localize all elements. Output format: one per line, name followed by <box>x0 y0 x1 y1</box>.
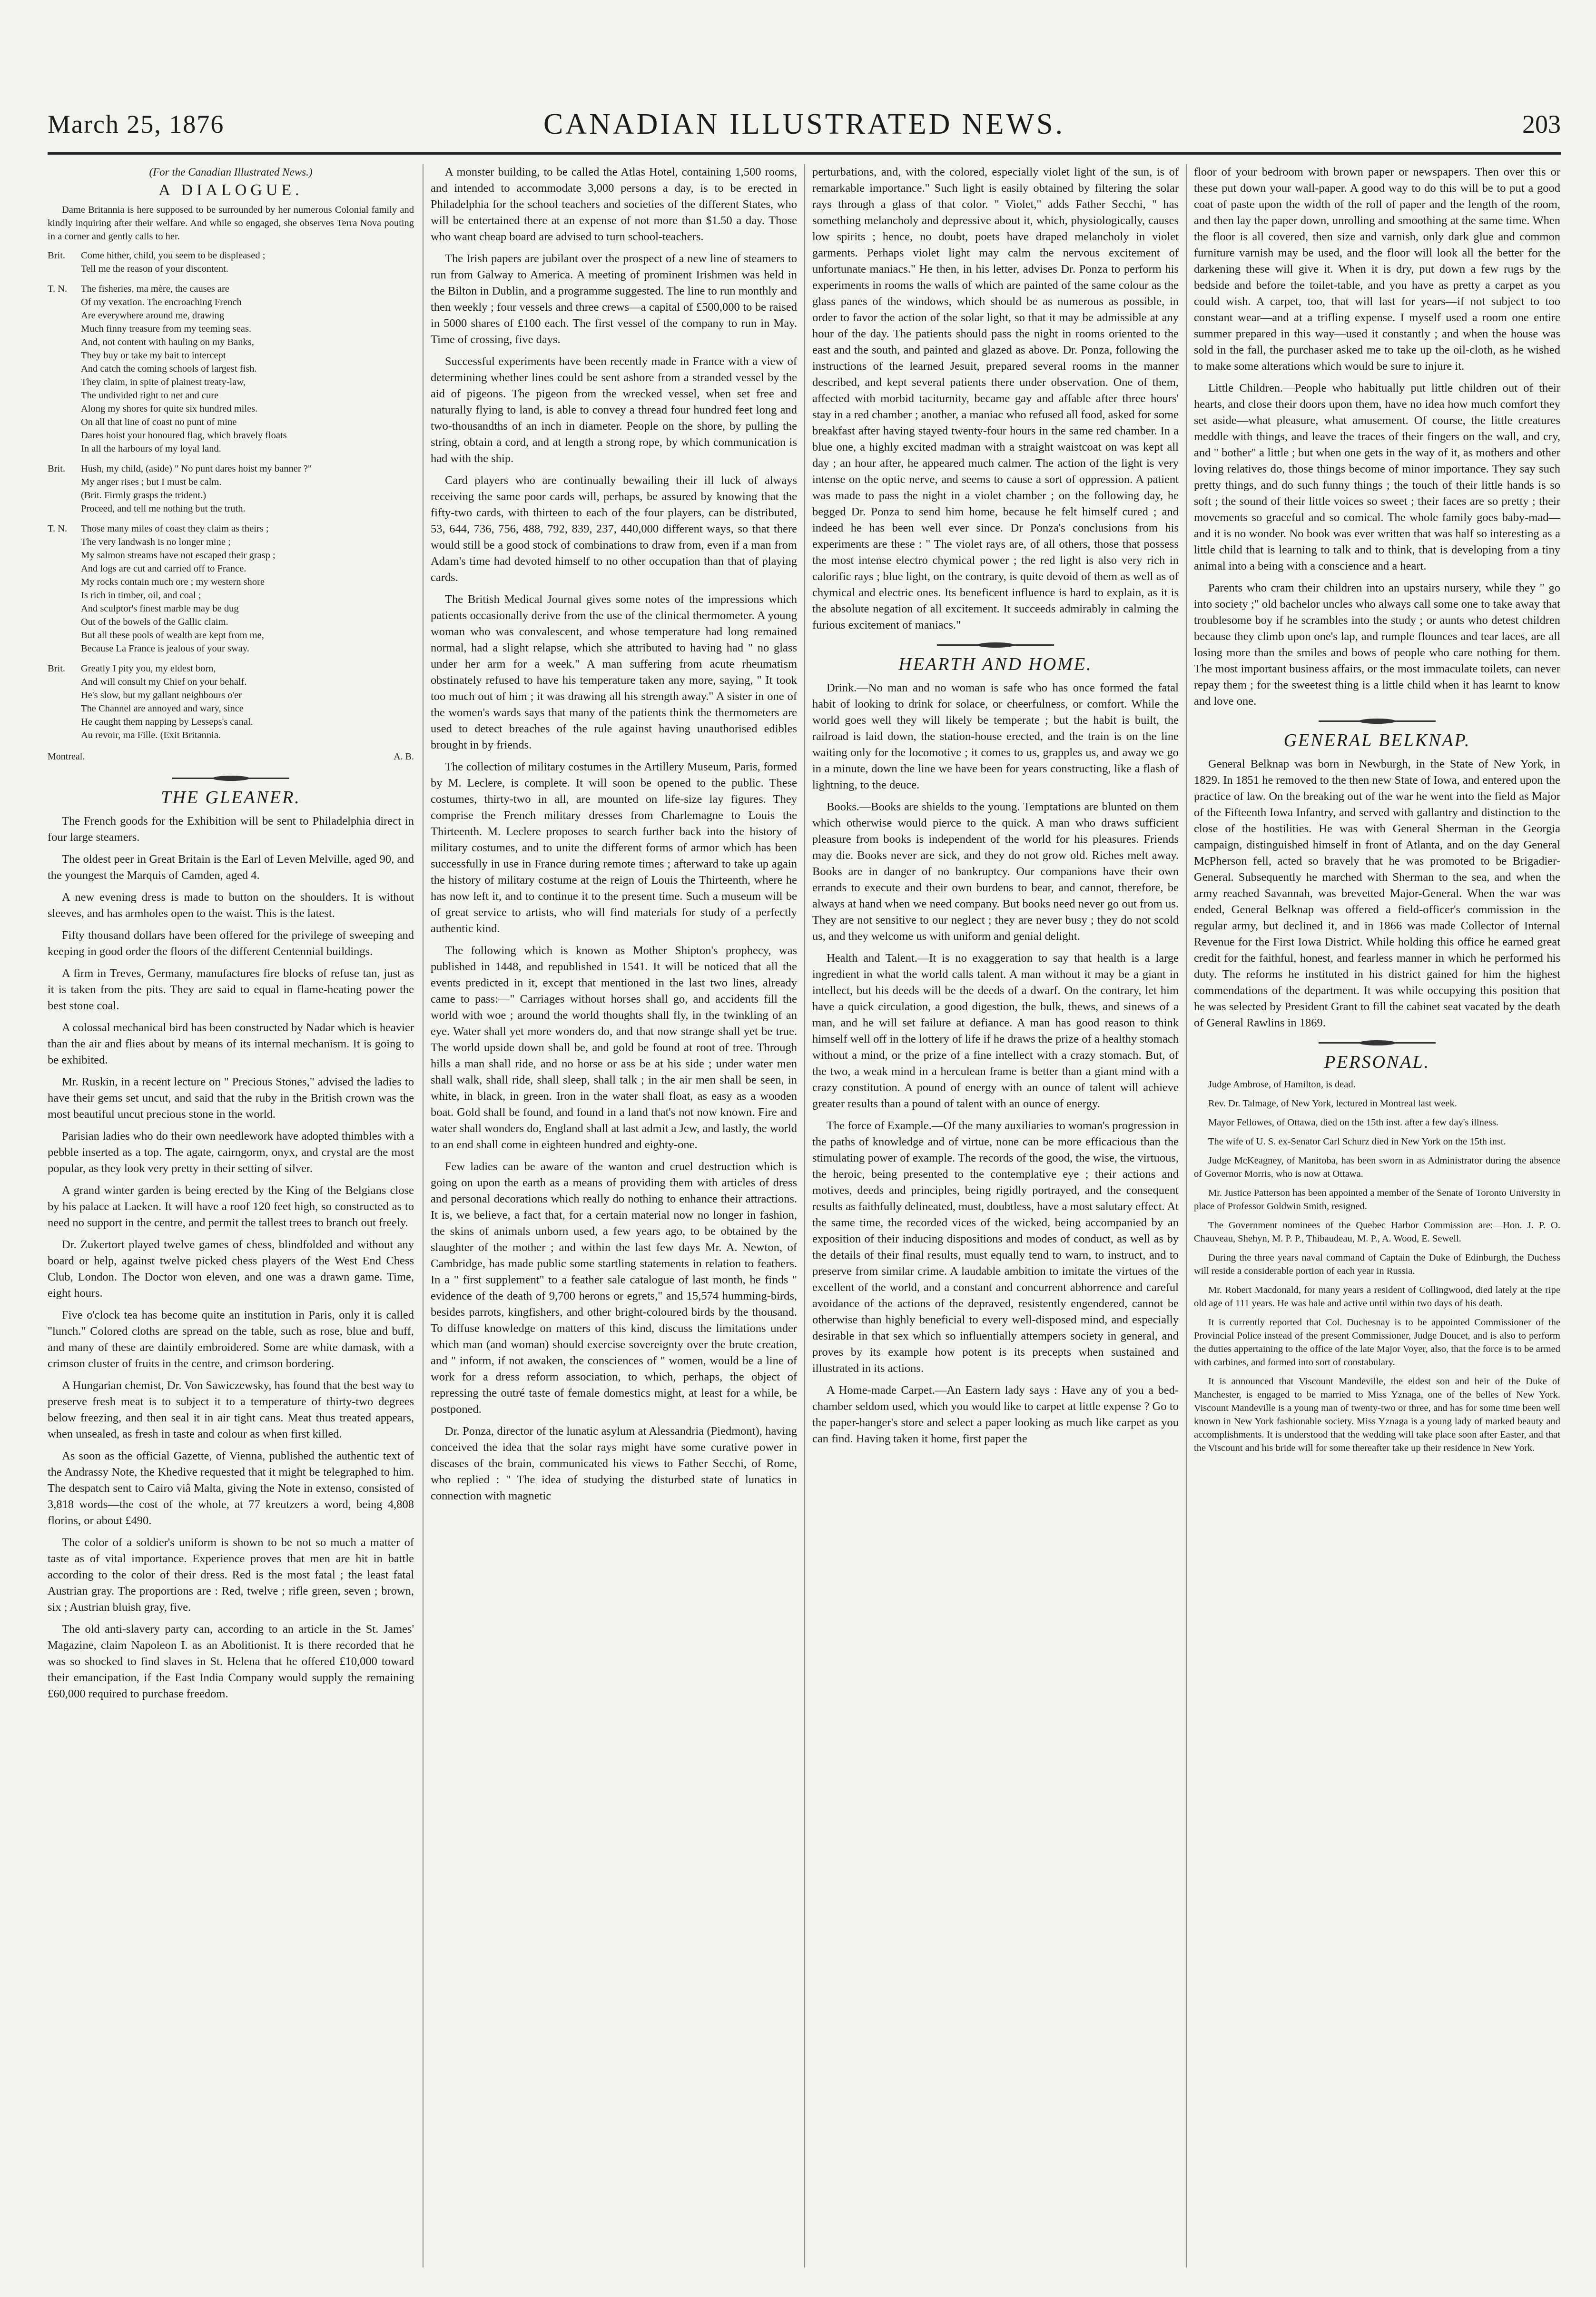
article-paragraph: The British Medical Journal gives some notes of the impressions which patients occasionally derive from the use of the clinical thermometer. A young woman who was convalescent, and whose temperature had long remained normal, had a slight relapse, which she attributed to having had " no glass under her arm for a week." A man suffering from acute rheumatism obstinately refused to have his temperature taken any more, saying, " It took too much out of him ; it was drawing all his strength away." A sister in one of the women's wards says that many of the patients think the thermometers are used to detect breaches of the rule against having unauthorised edibles brought in by friends. <box>431 593 797 751</box>
column-2 <box>431 164 797 2267</box>
gleaner-item: The French goods for the Exhibition will be sent to Philadelphia direct in four large steamers. <box>48 815 414 844</box>
signature-initials: A. B. <box>394 751 414 762</box>
section-divider <box>48 773 414 783</box>
issue-date: March 25, 1876 <box>48 110 225 138</box>
article-paragraph: Card players who are continually bewailing their ill luck of always receiving the same poor cards will, perhaps, be assured by knowing that the fifty-two cards, with thirteen to each of the four players, can be distributed, 53, 644, 736, 756, 488, 792, 839, 237, 440,000 different ways, so that there would still be a good stock of combinations to draw from, even if a man from Adam's time had devoted himself to no other occupation than that of playing cards. <box>431 474 797 584</box>
personal-item: The Government nominees of the Quebec Harbor Commission are:—Hon. J. P. O. Chauveau, Shehyn, M. P. P., Thibaudeau, M. P., A. Wood, E. Sewell. <box>1194 1220 1560 1244</box>
article-paragraph: Dr. Ponza, director of the lunatic asylum at Alessandria (Piedmont), having conceived the idea that the solar rays might have some curative power in diseases of the brain, communicated his views to Father Secchi, of Rome, who replied : " The idea of studying the disturbed state of lunatics in connection with magnetic <box>431 1425 797 1502</box>
gleaner-item: The oldest peer in Great Britain is the Earl of Leven Melville, aged 90, and the youngest the Marquis of Camden, aged 4. <box>48 853 414 882</box>
dialogue-intro: Dame Britannia is here supposed to be surrounded by her numerous Colonial family and kindly inquiring after their welfare. And while so engaged, she observes Terra Nova pouting in a corner and gently calls to her. <box>48 205 414 242</box>
speaker: Brit. <box>48 663 66 674</box>
dialogue-stanza <box>48 249 414 276</box>
hearth-item: Health and Talent.—It is no exaggeration to say that health is a large ingredient in what the world calls talent. A man without it may be a giant in intellect, but his deeds will be the deeds of a dwarf. On the contrary, let him have a quick circulation, a good digestion, the bulk, thews, and sinews of a man, and he will set failure at defiance. A man has good reason to think himself well off in the lottery of life if he draws the prize of a healthy stomach without a mind, or the prize of a fine intellect with a crazy stomach. But, of the two, a weak mind in a herculean frame is better than a giant mind with a crazy constitution. A pound of energy with an ounce of talent will achieve greater results than a pound of talent with an ounce of energy. <box>812 952 1179 1110</box>
gleaner-item: Five o'clock tea has become quite an institution in Paris, only it is called "lunch." Colored cloths are spread on the table, such as rose, blue and buff, and many of these are daintily embroidered. Some are white damask, with a crimson cluster of fruits in the centre, and crimson bordering. <box>48 1309 414 1370</box>
article-paragraph: floor of your bedroom with brown paper or newspapers. Then over this or these put down your wall-paper. A good way to do this will be to put a good coat of paste upon the width of the roll of paper and the length of the room, and then lay the paper down, unrolling and smoothing at the same time. When the floor is all covered, then size and varnish, only dark glue and common furniture varnish may be used, and the floor will look all the better for the darkening these will give it. When it is dry, put down a few rugs by the bedside and before the toilet-table, and you have as pretty a carpet as you could wish. A carpet, too, that will last for years—if not subject to too constant wear—and at a trifling expense. I myself used a room one entire summer prepared in this way—used it constantly ; and when the house was sold in the fall, the purchaser asked me to take up the oil-cloth, as he wished to make some alterations which would be sure to injure it. <box>1194 166 1560 373</box>
personal-item: Mayor Fellowes, of Ottawa, died on the 15th inst. after a few day's illness. <box>1208 1117 1499 1128</box>
gleaner-item: A grand winter garden is being erected by the King of the Belgians close by his palace at Laeken. It will have a roof 120 feet high, so constructed as to need no support in the centre, and permit the tallest trees to branch out freely. <box>48 1184 414 1229</box>
section-title-personal: PERSONAL. <box>1324 1052 1430 1072</box>
hearth-item: Books.—Books are shields to the young. Temptations are blunted on them which otherwise would pierce to the quick. A man who draws sufficient pleasure from books is independent of the world for his pleasures. Friends may die. Books never are sick, and they do not grow old. Riches melt away. Books are in danger of no bankruptcy. Our companions have their own errands to execute and their own burdens to bear, and cannot, therefore, be always at hand when we need company. But books need never go out from us. They are not sensitive to our neglect ; they are never busy ; they do not scold us, and they welcome us with uniform and genial delight. <box>812 800 1179 943</box>
hearth-item: A Home-made Carpet.—An Eastern lady says : Have any of you a bed-chamber seldom used, which you would like to carpet at little expense ? Go to the paper-hanger's store and select a paper looking as much like carpet as you can find. Having taken it home, first paper the <box>812 1384 1179 1445</box>
belknap-paragraph: General Belknap was born in Newburgh, in the State of New York, in 1829. In 1851 he removed to the then new State of Iowa, and entered upon the practice of law. On the breaking out of the war he went into the field as Major of the Fifteenth Iowa Infantry, and served with gallantry and distinction to the close of the hostilities. He was with General Sherman in the Georgia campaign, distinguished himself in front of Atlanta, and on the day General McPherson fell, acted so bravely that he was promoted to be Brigadier-General. Subsequently he marched with Sherman to the sea, and when the army reached Savannah, was brevetted Major-General. When the war was ended, General Belknap was offered a field-officer's commission in the regular army, but declined it, and in 1866 was made Collector of Internal Revenue for the First Iowa District. While holding this office he earned great credit for the faithful, honest, and fearless manner in which he performed his duty. The reforms he instituted in his district gained for him the highest commendations of the department. It was while occupying this position that he was selected by President Grant to fill the cabinet seat vacated by the death of General Rawlins in 1869. <box>1194 758 1560 1029</box>
article-paragraph: Few ladies can be aware of the wanton and cruel destruction which is going on upon the earth as a means of providing them with articles of dress and personal decorations which really do nothing to enhance their attractions. It is, we believe, a fact that, for a certain material now no longer in fashion, the skins of animals unborn used, a few years ago, to be obtained by the slaughter of the mother ; and within the last few days Mr. A. Newton, of Cambridge, has made public some startling statements in relation to feathers. In a " first supplement" to a feather sale catalogue of last month, he finds " evidence of the death of 9,700 herons or egrets," and 15,574 humming-birds, besides parrots, kingfishers, and other bright-coloured birds by the thousand. To diffuse knowledge on matters of this kind, discuss the limitations under which man (and woman) should exercise sovereignty over the brute creation, and " inform, if not awaken, the consciences of " women, would be a line of work for a dress reform association, to which, perhaps, the object of repressing the outré taste of female domestics might, at least for a while, be postponed. <box>431 1160 797 1416</box>
article-paragraph: Parents who cram their children into an upstairs nursery, while they " go into society ;" old bachelor uncles who always call some one to take away that troublesome boy if he scrambles into the study ; or aunts who detest children because they climb upon one's lap, and rumple flounces and tear laces, are all losing more than the smiles and bows of people who care nothing for them. The most important business affairs, or the most immaculate toilets, can never repay them ; for the sweetest thing is a little child when it has learnt to know and love one. <box>1194 582 1560 708</box>
stanza-text: Those many miles of coast they claim as theirs ; The very landwash is no longer mine ; My salmon streams have not escaped their grasp ; And logs are cut and carried off to France. My rocks contain much ore ; my western shore Is rich in timber, oil, and coal ; And sculptor's finest marble may be dug Out of the bowels of the Gallic claim. But all these pools of wealth are kept from me, Because La France is jealous of your sway. <box>81 523 276 654</box>
personal-item: Mr. Robert Macdonald, for many years a resident of Collingwood, died lately at the ripe old age of 111 years. He was hale and active until within two days of his death. <box>1194 1285 1560 1309</box>
speaker: Brit. <box>48 463 66 474</box>
article-paragraph: The collection of military costumes in the Artillery Museum, Paris, formed by M. Leclere, is complete. It will soon be opened to the public. These costumes, thirty-two in all, are mounted on life-size lay figures. They comprise the French military dresses from Charlemagne to Louis the Thirteenth. M. Leclere proposes to search further back into the history of military costumes, and to unite the different forms of armor which has been successfully in use in France during remote times ; afterward to take up again the history of military costume at the reign of Louis the Thirteenth, where he has now left it, and to continue it to the present time. Such a museum will be of great service to artists, who will find materials for study of a perfectly authentic kind. <box>431 760 797 935</box>
gleaner-item: Fifty thousand dollars have been offered for the privilege of sweeping and keeping in good order the floors of the different Centennial buildings. <box>48 929 414 958</box>
gleaner-item: Dr. Zukertort played twelve games of chess, blindfolded and without any board or help, against twelve picked chess players of the West End Chess Club, London. The Doctor won eleven, and one was a drawn game. Time, eight hours. <box>48 1238 414 1300</box>
gleaner-item: Parisian ladies who do their own needlework have adopted thimbles with a pebble inserted as a top. The agate, cairngorm, onyx, and crystal are the most popular, as they look very pretty in their setting of silver. <box>48 1130 414 1175</box>
gleaner-item: The old anti-slavery party can, according to an article in the St. James' Magazine, claim Napoleon I. as an Abolitionist. It is there recorded that he was so shocked to find slaves in St. Helena that he offered £10,000 toward their emancipation, if the East India Company would supply the remaining £60,000 required to purchase freedom. <box>48 1623 414 1700</box>
page-header <box>48 100 1561 155</box>
personal-item: Judge McKeagney, of Manitoba, has been sworn in as Administrator during the absence of Governor Morris, who is now at Ottawa. <box>1194 1155 1560 1179</box>
section-title-hearth: HEARTH AND HOME. <box>898 654 1093 674</box>
hearth-item: The force of Example.—Of the many auxiliaries to woman's progression in the paths of knowledge and of virtue, none can be more efficacious than the stimulating power of example. The records of the good, the wise, the virtuous, the heroic, being presented to the contemplative eye ; their actions and motives, deeds and principles, being rigidly portrayed, and the consequent results as faithfully delineated, must, doubtless, have a most salutary effect. At the same time, the recorded vices of the wicked, being accompanied by an exposition of their inducing dispositions and modes of conduct, as well as by the details of their final results, must equally tend to warn, to instruct, and to preserve from similar crime. A laudable ambition to imitate the virtues of the excellent of the world, and a constant and concurrent abhorrence and careful avoidance of the actions of the depraved, resistently engendered, cannot be otherwise than highly beneficial to every well-disposed mind, and especially desirable in that sex which so influentially attempers society in general, and proves by its example how potent is its precepts when sustained and illustrated in its actions. <box>812 1119 1179 1375</box>
section-title-gleaner: THE GLEANER. <box>161 788 301 808</box>
dialogue-stanza <box>48 282 414 455</box>
stanza-text: The fisheries, ma mère, the causes are Of my vexation. The encroaching French Are everywhere around me, drawing Much finny treasure from my teeming seas. And, not content with hauling on my Banks, They buy or take my bait to intercept And catch the coming schools of largest fish. They claim, in spite of plainest treaty-law, The undivided right to net and cure Along my shores for quite six hundred miles. On all that line of coast no punt of mine Dares hoist your honoured flag, which bravely floats In all the harbours of my loyal land. <box>81 284 287 454</box>
stanza-text: Greatly I pity you, my eldest born, And will consult my Chief on your behalf. He's slow, but my gallant neighbours o'er The Channel are annoyed and wary, since He caught them napping by Lesseps's canal. Au revoir, ma Fille. (Exit Britannia. <box>81 663 253 740</box>
section-title-belknap: GENERAL BELKNAP. <box>1283 730 1471 750</box>
section-divider <box>812 640 1179 650</box>
signature-place: Montreal. <box>48 751 85 762</box>
dialogue-stanza <box>48 522 414 655</box>
personal-item: It is announced that Viscount Mandeville, the eldest son and heir of the Duke of Manchester, is engaged to be married to Miss Yznaga, one of the belles of New York. Viscount Mandeville is a young man of twenty-two or three, and has for some time been well known in New York fashionable society. Miss Yznaga is a young lady of marked beauty and accomplishments. It is understood that the wedding will take place soon after Easter, and that the Viscount and his bride will for some thereafter take up their residence in New York. <box>1194 1376 1560 1453</box>
gleaner-item: A colossal mechanical bird has been constructed by Nadar which is heavier than the air and flies about by means of its internal mechanism. It is going to be exhibited. <box>48 1021 414 1066</box>
gleaner-item: As soon as the official Gazette, of Vienna, published the authentic text of the Andrassy Note, the Khedive requested that it might be telegraphed to him. The despatch sent to Cairo viâ Malta, giving the Note in extenso, consisted of 3,818 words—the cost of the whole, at 77 kreutzers a word, being 4,808 florins, or about £490. <box>48 1449 414 1527</box>
personal-item: Mr. Justice Patterson has been appointed a member of the Senate of Toronto University in place of Professor Goldwin Smith, resigned. <box>1194 1188 1560 1212</box>
column-rule <box>423 164 424 2267</box>
gleaner-item: Mr. Ruskin, in a recent lecture on " Precious Stones," advised the ladies to have their gems set uncut, and said that the ruby in the British crown was the most beautiful uncut precious stone in the world. <box>48 1075 414 1121</box>
column-4 <box>1194 164 1560 2267</box>
dialogue-signature <box>48 749 414 765</box>
stanza-text: Come hither, child, you seem to be displeased ; Tell me the reason of your discontent. <box>81 250 266 274</box>
gleaner-item: A Hungarian chemist, Dr. Von Sawiczewsky, has found that the best way to preserve fresh meat is to subject it to a temperature of thirty-two degrees below freezing, and then seal it in air tight cans. Meat thus treated appears, when unsealed, as fresh in taste and colour as when first killed. <box>48 1379 414 1440</box>
article-paragraph: A monster building, to be called the Atlas Hotel, containing 1,500 rooms, and intended to accommodate 3,000 persons a day, is to be erected in Philadelphia for the school teachers and societies of the different States, who will be entertained there at an expense of not more than $1.50 a day. Those who want cheap board are advised to turn school-teachers. <box>431 166 797 243</box>
masthead-title: CANADIAN ILLUSTRATED NEWS. <box>543 108 1065 140</box>
dialogue-stanza <box>48 462 414 515</box>
column-1 <box>48 164 414 2267</box>
article-paragraph: The Irish papers are jubilant over the prospect of a new line of steamers to run from Galway to America. A meeting of prominent Irishmen was held in the Bilton in Dublin, and a programme suggested. The line to run monthly and then weekly ; four vessels and three crews—a capital of £500,000 to be raised in 5000 shares of £100 each. The first vessel of the company to run in May. Time of crossing, five days. <box>431 252 797 346</box>
personal-item: It is currently reported that Col. Duchesnay is to be appointed Commissioner of the Provincial Police instead of the present Commissioner, Judge Doucet, and is also to perform the duties appertaining to the office of the late Major Voyer, also, that the force is to be armed with carbines, and formed into sort of constabulary. <box>1194 1317 1560 1368</box>
personal-item: During the three years naval command of Captain the Duke of Edinburgh, the Duchess will reside a considerable portion of each year in Russia. <box>1194 1252 1560 1276</box>
dialogue-stanza <box>48 662 414 742</box>
gleaner-item: A firm in Treves, Germany, manufactures fire blocks of refuse tan, just as it is taken from the pits. They are said to equal in flame-heating power the best stone coal. <box>48 967 414 1012</box>
column-rule <box>1186 164 1187 2267</box>
article-paragraph: perturbations, and, with the colored, especially violet light of the sun, is of remarkable importance." Such light is easily obtained by filtering the solar rays through a glass of that color. " Violet," adds Father Secchi, " has something melancholy and depressive about it, which, physiologically, causes low spirits ; hence, no doubt, poets have draped melancholy in violet garments. Perhaps violet light may calm the nervous excitement of unfortunate maniacs." He then, in his letter, advises Dr. Ponza to perform his experiments in rooms the walls of which are painted of the same colour as the glass panes of the windows, which should be as numerous as possible, in order to favor the action of the solar light, so that it may be admissible at any hour of the day. The patients should pass the night in rooms oriented to the east and the south, and painted and glazed as above. Dr. Ponza, following the instructions of the learned Jesuit, prepared several rooms in the manner described, and kept several patients there under observation. One of them, affected with morbid taciturnity, became gay and affable after three hours' stay in a red chamber ; another, a maniac who refused all food, asked for some breakfast after having stayed twenty-four hours in the same red chamber. In a blue one, a highly excited madman with a straight waistcoat on was kept all day ; an hour after, he appeared much calmer. The action of the light is very intense on the optic nerve, and seems to cause a sort of oppression. A patient was made to pass the night in a violet chamber ; on the following day, he begged Dr. Ponza to send him home, because he felt himself cured ; and indeed he has been well ever since. Dr Ponza's conclusions from his experiments are these : " The violet rays are, of all others, those that possess the most intense electro chymical power ; the red light is also very rich in calorific rays ; blue light, on the contrary, is quite devoid of them as well as of chymical and electric ones. Its beneficent influence is hard to explain, as it is the absolute negation of all excitement. It succeeds admirably in calming the furious excitement of maniacs." <box>812 166 1179 631</box>
speaker: T. N. <box>48 523 68 534</box>
personal-item: Rev. Dr. Talmage, of New York, lectured in Montreal last week. <box>1208 1098 1457 1109</box>
speaker: Brit. <box>48 250 66 261</box>
article-paragraph: The following which is known as Mother Shipton's prophecy, was published in 1448, and republished in 1541. It will be noticed that all the events predicted in it, except that mentioned in the last two lines, already came to pass:—" Carriages without horses shall go, and accidents fill the world with woe ; around the world thoughts shall fly, in the twinkling of an eye. Water shall yet more wonders do, and that now strange shall yet be true. The world upside down shall be, and gold be found at root of tree. Through hills a man shall ride, and no horse or ass be at his side ; under water men shall walk, shall ride, shall sleep, shall talk ; in the air men shall be seen, in white, in black, in green. Iron in the water shall float, as easy as a wooden boat. Gold shall be found, and found in a land that's not now known. Fire and water shall wonders do, England shall at last admit a Jew, and lastly, the world to an end shall come in eighteen hundred and eighty-one. <box>431 944 797 1151</box>
gleaner-item: The color of a soldier's uniform is shown to be not so much a matter of taste as of vital importance. Experience proves that men are hit in battle according to the color of their dress. Red is the most fatal ; the least fatal Austrian gray. The proportions are : Red, twelve ; rifle green, seven ; brown, six ; Austrian bluish gray, five. <box>48 1536 414 1614</box>
article-paragraph: Little Children.—People who habitually put little children out of their hearts, and close their doors upon them, have no idea how much comfort they set aside—what pleasure, what amusement. Of course, the little creatures meddle with things, and leave the traces of their fingers on the wall, and cry, and " bother" a little ; but when one gets in the way of it, as mothers and other loving relatives do, those things become of minor importance. They say such pretty things, and do such funny things ; the touch of their little hands is so soft ; the sound of their little voices so sweet ; their faces are so pretty ; their movements so graceful and so comical. The whole family goes baby-mad—and it is no wonder. No book was ever written that was half so interesting as a little child that is learning to talk and to think, that is developing from a tiny animal into a being with a conscience and a heart. <box>1194 382 1560 572</box>
page-number: 203 <box>1522 110 1561 138</box>
gleaner-item: A new evening dress is made to button on the shoulders. It is without sleeves, and has armholes open to the waist. This is the latest. <box>48 891 414 920</box>
personal-item: Judge Ambrose, of Hamilton, is dead. <box>1208 1079 1356 1090</box>
dialogue-title: A DIALOGUE. <box>158 181 303 199</box>
personal-item: The wife of U. S. ex-Senator Carl Schurz died in New York on the 15th inst. <box>1208 1136 1506 1147</box>
section-divider <box>1194 716 1560 726</box>
article-paragraph: Successful experiments have been recently made in France with a view of determining whether lines could be sent ashore from a stranded vessel by the aid of pigeons. The pigeon from the wrecked vessel, when set free and naturally flying to land, is able to convey a thread four hundred feet long and two-thousandths of an inch in diameter. People on the shore, by pulling the string, obtain a cord, and at length a strong rope, by which communication is had with the ship. <box>431 355 797 465</box>
column-3 <box>812 164 1179 2267</box>
hearth-item: Drink.—No man and no woman is safe who has once formed the fatal habit of looking to drink for solace, or cheerfulness, or comfort. While the world goes well they will likely be temperate ; but the habit is built, the railroad is laid down, the station-house erected, and the train is on the line waiting only for the locomotive ; it comes to us, grapples us, and away we go in a minute, down the line we have been for years constructing, like a flash of lightning, to the deuce. <box>812 681 1179 791</box>
speaker: T. N. <box>48 284 68 294</box>
column-rule <box>804 164 805 2267</box>
section-divider <box>1194 1038 1560 1047</box>
dialogue-credit: (For the Canadian Illustrated News.) <box>149 166 313 178</box>
stanza-text: Hush, my child, (aside) " No punt dares hoist my banner ?" My anger rises ; but I must be calm. (Brit. Firmly grasps the trident.) Proceed, and tell me nothing but the truth. <box>81 463 312 514</box>
